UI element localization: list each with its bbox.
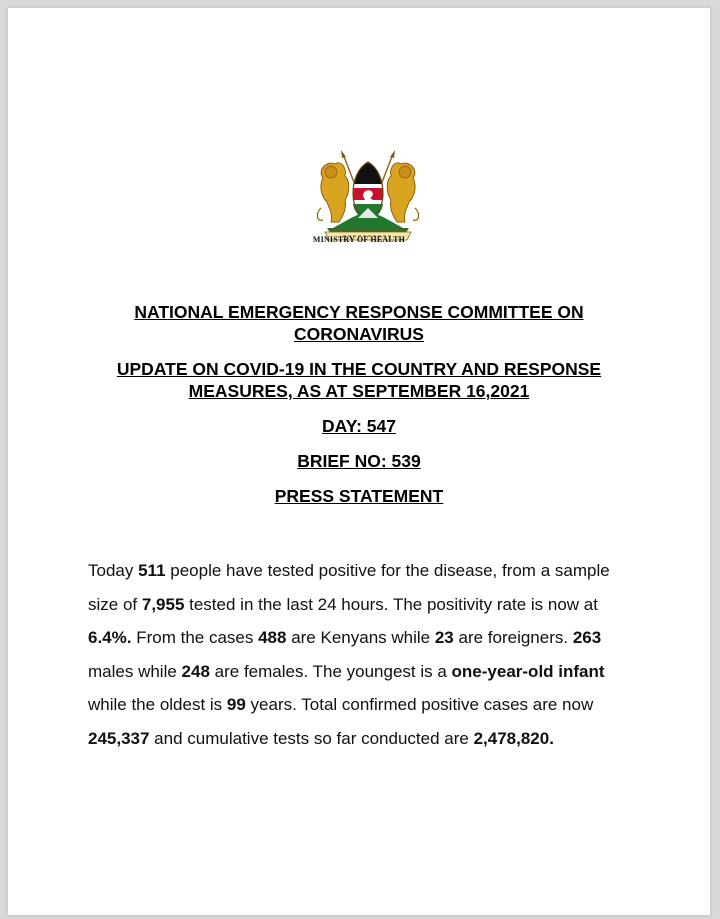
positivity-rate-value: 6.4%. <box>88 628 132 647</box>
document-headings <box>68 301 650 507</box>
statement-text: are foreigners. <box>453 628 573 647</box>
statement-text: From the cases <box>131 628 259 647</box>
total-cases-value: 245,337 <box>88 728 150 748</box>
update-title <box>68 358 650 402</box>
committee-title-line1: NATIONAL EMERGENCY RESPONSE COMMITTEE ON <box>134 302 584 322</box>
males-value: 263 <box>572 628 602 647</box>
statement-text: and cumulative tests so far conducted are <box>149 728 474 748</box>
kenyans-value: 488 <box>258 628 287 647</box>
oldest-value: 99 <box>226 695 246 714</box>
day-label: DAY: 547 <box>322 416 396 436</box>
statement-text: years. Total confirmed positive cases are now <box>245 695 594 714</box>
foreigners-value: 23 <box>434 628 454 647</box>
cumulative-tests-value: 2,478,820. <box>473 728 554 748</box>
statement-text: Today <box>88 561 139 580</box>
females-value: 248 <box>181 661 210 681</box>
update-title-line1: UPDATE ON COVID-19 IN THE COUNTRY AND RESPONSE <box>116 359 602 379</box>
brief-number: BRIEF NO: 539 <box>297 451 421 471</box>
update-title-line2: MEASURES, AS AT SEPTEMBER 16,2021 <box>188 381 530 401</box>
statement-text: while the oldest is <box>88 695 227 714</box>
statement-text: are Kenyans while <box>286 628 435 647</box>
press-statement-heading: PRESS STATEMENT <box>274 486 444 506</box>
youngest-value: one-year-old infant <box>451 661 605 681</box>
statement-text: are females. The youngest is a <box>209 661 452 681</box>
sample-size-value: 7,955 <box>141 594 185 614</box>
ministry-label: MINISTRY OF HEALTH <box>312 235 406 244</box>
statement-paragraph <box>88 554 636 755</box>
kenya-coat-of-arms-icon <box>313 148 423 248</box>
positive-today-value: 511 <box>138 561 166 580</box>
committee-title-line2: CORONAVIRUS <box>294 324 424 344</box>
committee-title <box>68 301 650 345</box>
statement-text: males while <box>88 661 182 681</box>
statement-text: people have tested positive for the disease, from a sample size of <box>88 561 610 614</box>
statement-text: tested in the last 24 hours. The positivity rate is now at <box>184 594 598 614</box>
press-release-page <box>8 8 710 915</box>
